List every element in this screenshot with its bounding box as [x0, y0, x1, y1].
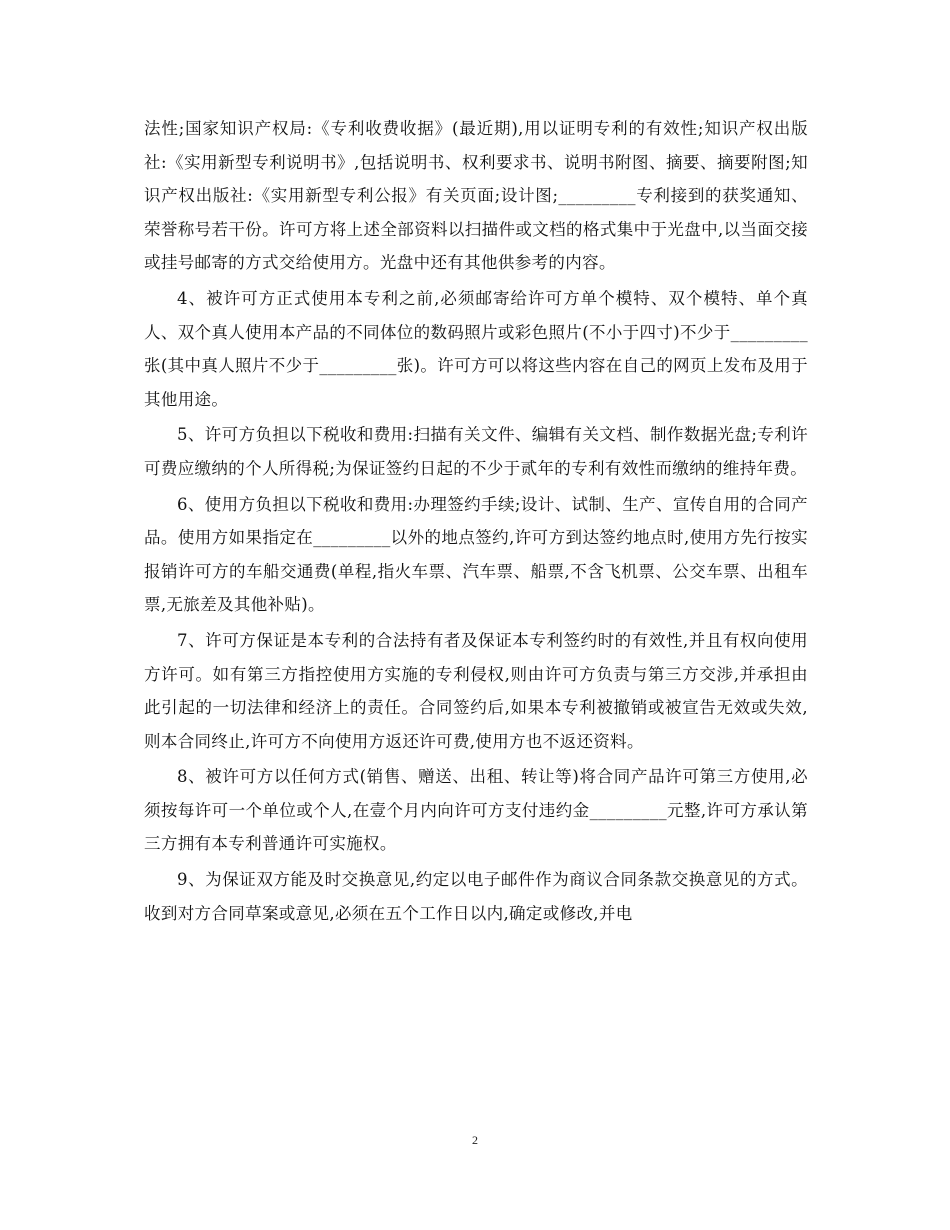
- paragraph-clause-7: 7、许可方保证是本专利的合法持有者及保证本专利签约时的有效性,并且有权向使用方许可。如有第三方指控使用方实施的专利侵权,则由许可方负责与第三方交涉,并承担由此引起的一切法律和经济上的责任。合同签约后,如果本专利被撤销或被宣告无效或失效,则本合同终止,许可方不向使用方返还许可费,使用方也不返还资料。: [144, 630, 808, 751]
- page-number: 2: [472, 1133, 478, 1147]
- paragraph-clause-9: 9、为保证双方能及时交换意见,约定以电子邮件作为商议合同条款交换意见的方式。收到对方合同草案或意见,必须在五个工作日以内,确定或修改,并电: [144, 870, 808, 923]
- document-body: [144, 112, 808, 932]
- paragraph-clause-4: 4、被许可方正式使用本专利之前,必须邮寄给许可方单个模特、双个模特、单个真人、双个真人使用本产品的不同体位的数码照片或彩色照片(不小于四寸)不少于_________张(其中真人照片不少于_________张)。许可方可以将这些内容在自己的网页上发布及用于其他用途。: [144, 288, 808, 409]
- paragraph-clause-5: 5、许可方负担以下税收和费用:扫描有关文件、编辑有关文档、制作数据光盘;专利许可费应缴纳的个人所得税;为保证签约日起的不少于贰年的专利有效性而缴纳的维持年费。: [144, 425, 808, 478]
- paragraph-clause-8: 8、被许可方以任何方式(销售、赠送、出租、转让等)将合同产品许可第三方使用,必须按每许可一个单位或个人,在壹个月内向许可方支付违约金_________元整,许可方承认第三方拥有本专利普通许可实施权。: [144, 767, 808, 854]
- paragraph-clause-6: 6、使用方负担以下税收和费用:办理签约手续;设计、试制、生产、宣传自用的合同产品。使用方如果指定在_________以外的地点签约,许可方到达签约地点时,使用方先行按实报销许可方的车船交通费(单程,指火车票、汽车票、船票,不含飞机票、公交车票、出租车票,无旅差及其他补贴)。: [144, 494, 808, 615]
- paragraph-continuation: 法性;国家知识产权局:《专利收费收据》(最近期),用以证明专利的有效性;知识产权出版社:《实用新型专利说明书》,包括说明书、权利要求书、说明书附图、摘要、摘要附图;知识产权出版社:《实用新型专利公报》有关页面;设计图;_________专利接到的获奖通知、荣誉称号若干份。许可方将上述全部资料以扫描件或文档的格式集中于光盘中,以当面交接或挂号邮寄的方式交给使用方。光盘中还有其他供参考的内容。: [144, 119, 808, 273]
